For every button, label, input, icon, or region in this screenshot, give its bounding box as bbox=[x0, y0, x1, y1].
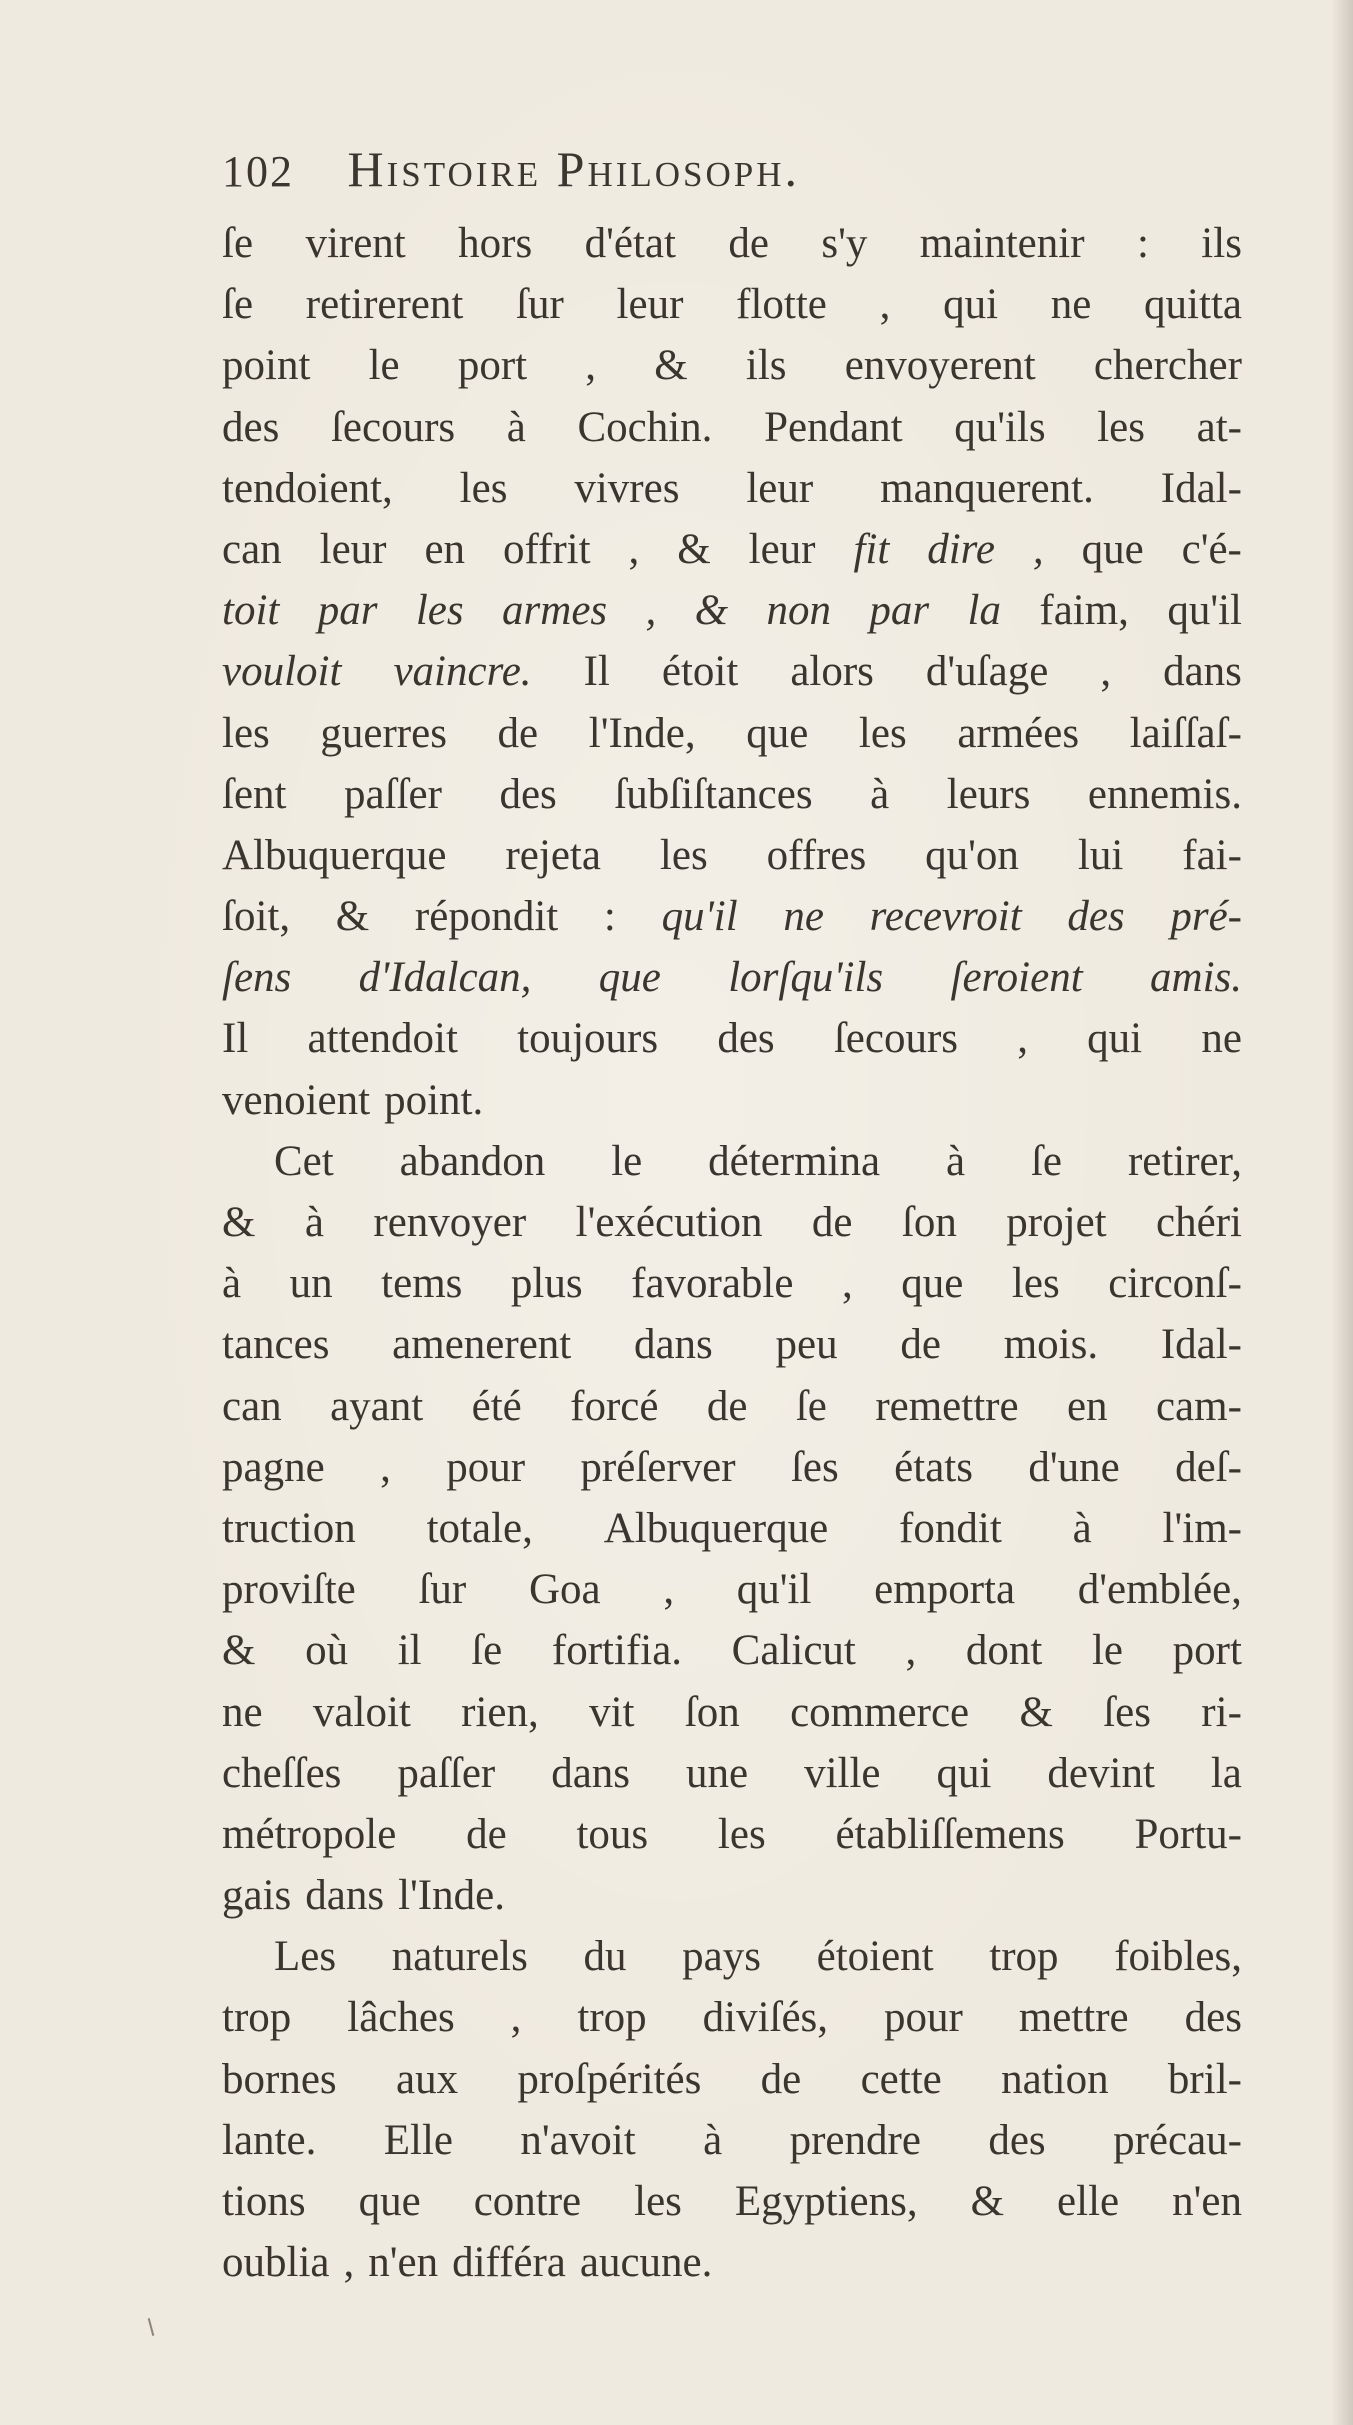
body-text bbox=[222, 213, 1242, 2293]
text-line: & où il ſe fortifia. Calicut , dont le port bbox=[222, 1627, 1242, 1675]
text-line: ſe retirerent ſur leur flotte , qui ne quitta bbox=[222, 281, 1242, 329]
text-line: Il attendoit toujours des ſecours , qui ne bbox=[222, 1015, 1242, 1063]
text-line: cheſſes paſſer dans une ville qui devint la bbox=[222, 1749, 1242, 1797]
running-header bbox=[222, 140, 1242, 210]
text-line: à un tems plus favorable , que les circonſ- bbox=[222, 1260, 1242, 1308]
text-line: ſent paſſer des ſubſiſtances à leurs ennemis. bbox=[222, 770, 1242, 818]
text-line: ſoit, & répondit : qu'il ne recevroit des pré- bbox=[222, 893, 1242, 941]
text-line: trop lâches , trop diviſés, pour mettre des bbox=[222, 1994, 1242, 2042]
text-line: Albuquerque rejeta les offres qu'on lui fai- bbox=[222, 831, 1242, 879]
text-line: métropole de tous les établiſſemens Portu- bbox=[222, 1810, 1242, 1858]
text-line: tendoient, les vivres leur manquerent. Idal- bbox=[222, 464, 1242, 512]
text-line: des ſecours à Cochin. Pendant qu'ils les at- bbox=[222, 403, 1242, 451]
text-line: pagne , pour préſerver ſes états d'une deſ- bbox=[222, 1443, 1242, 1491]
text-line: tances amenerent dans peu de mois. Idal- bbox=[222, 1321, 1242, 1369]
text-line: & à renvoyer l'exécution de ſon projet chéri bbox=[222, 1199, 1242, 1246]
text-line: Cet abandon le détermina à ſe retirer, bbox=[274, 1137, 1242, 1185]
running-title: Histoire Philosoph. bbox=[347, 141, 801, 197]
text-line: point le port , & ils envoyerent chercher bbox=[222, 342, 1242, 390]
text-line: lante. Elle n'avoit à prendre des précau- bbox=[222, 2116, 1242, 2164]
text-line: ſens d'Idalcan, que lorſqu'ils ſeroient amis. bbox=[222, 954, 1242, 1002]
text-line: oublia , n'en différa aucune. bbox=[222, 2239, 713, 2287]
text-line: Les naturels du pays étoient trop foibles, bbox=[274, 1933, 1242, 1981]
text-line: can leur en offrit , & leur fit dire , que c'é- bbox=[222, 525, 1242, 573]
text-line: toit par les armes , & non par la faim, qu'il bbox=[222, 587, 1242, 635]
text-line: bornes aux proſpérités de cette nation bril- bbox=[222, 2055, 1242, 2103]
page-number: 102 bbox=[222, 147, 294, 196]
text-line: les guerres de l'Inde, que les armées laiſſaſ- bbox=[222, 709, 1242, 757]
text-line: can ayant été forcé de ſe remettre en cam- bbox=[222, 1382, 1242, 1430]
text-line: tions que contre les Egyptiens, & elle n'en bbox=[222, 2178, 1242, 2225]
text-line: ſe virent hors d'état de s'y maintenir : ils bbox=[222, 220, 1242, 267]
ink-mark bbox=[148, 2318, 155, 2336]
text-line: gais dans l'Inde. bbox=[222, 1872, 505, 1920]
text-line: truction totale, Albuquerque fondit à l'im- bbox=[222, 1504, 1242, 1552]
text-line: vouloit vaincre. Il étoit alors d'uſage , dans bbox=[222, 648, 1242, 696]
text-line: venoient point. bbox=[222, 1076, 484, 1124]
text-line: proviſte ſur Goa , qu'il emporta d'emblée, bbox=[222, 1566, 1242, 1614]
page-gutter-shadow bbox=[1331, 0, 1353, 2425]
text-line: ne valoit rien, vit ſon commerce & ſes ri- bbox=[222, 1688, 1242, 1736]
